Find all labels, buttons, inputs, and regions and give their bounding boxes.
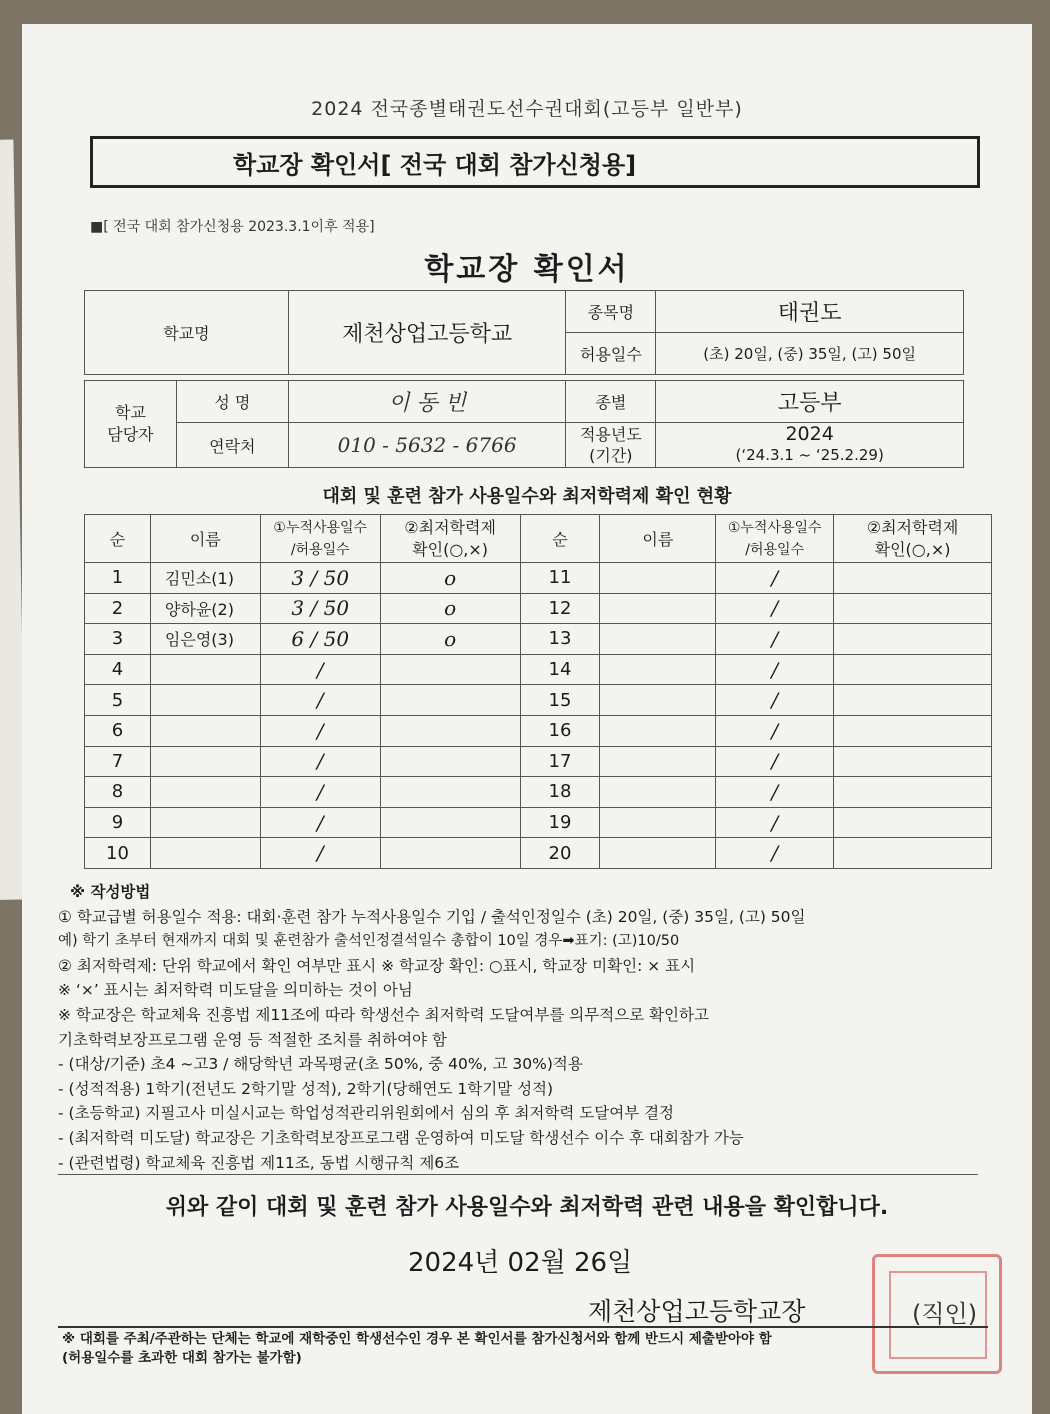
athlete-name: [150, 838, 260, 869]
seal-label: (직인): [912, 1300, 978, 1328]
academic-check: [834, 593, 992, 624]
used-days: /: [716, 807, 834, 838]
athlete-name: [600, 838, 716, 869]
athlete-name: 김민소(1): [150, 563, 260, 594]
row-number: 10: [85, 838, 151, 869]
table-row: [85, 807, 992, 838]
row-number: 4: [85, 654, 151, 685]
athlete-name: 임은영(3): [150, 624, 260, 655]
academic-check: [834, 563, 992, 594]
used-days: /: [716, 777, 834, 808]
academic-check: [834, 624, 992, 655]
athlete-name: [600, 715, 716, 746]
year-value: 2024: [785, 423, 834, 445]
academic-check: [380, 685, 520, 716]
used-days: /: [716, 593, 834, 624]
applicability-note: ■[ 전국 대회 참가신청용 2023.3.1이후 적용]: [90, 219, 375, 235]
footer-note: [62, 1330, 1012, 1368]
year-cell: [656, 423, 964, 468]
form-title: 학교장 확인서[ 전국 대회 참가신청용]: [233, 150, 637, 179]
used-days: /: [260, 685, 380, 716]
col-name: 이름: [150, 515, 260, 563]
athlete-name: [600, 593, 716, 624]
row-number: 2: [85, 593, 151, 624]
year-period: (‘24.3.1 ~ ‘25.2.29): [735, 446, 884, 464]
athlete-name: 양하윤(2): [150, 593, 260, 624]
athlete-name: [600, 685, 716, 716]
table-row: [85, 563, 992, 594]
col-no-right: 순: [520, 515, 600, 563]
contact-value: 010 - 5632 - 6766: [288, 423, 566, 468]
row-number: 5: [85, 685, 151, 716]
used-days: /: [260, 838, 380, 869]
athlete-name: [600, 807, 716, 838]
academic-check: o: [380, 593, 520, 624]
divider: [58, 1174, 978, 1175]
signature-date: 2024년 02월 26일: [408, 1248, 633, 1278]
signer-name: 제천상업고등학교장: [588, 1297, 806, 1326]
instruction-line: ① 학교급별 허용일수 적용: 대회·훈련 참가 누적사용일수 기입 / 출석인정일수 (초) 20일, (중) 35일, (고) 50일: [58, 907, 806, 926]
athlete-name: [600, 777, 716, 808]
row-number: 7: [85, 746, 151, 777]
athlete-name: [150, 715, 260, 746]
academic-check: [834, 777, 992, 808]
col-check: ②최저학력제 확인(○,×): [380, 515, 520, 563]
confirmation-statement: 위와 같이 대회 및 훈련 참가 사용일수와 최저학력 관련 내용을 확인합니다.: [165, 1195, 889, 1220]
row-number: 13: [520, 624, 600, 655]
used-days: /: [260, 654, 380, 685]
used-days: /: [716, 685, 834, 716]
athlete-name: [150, 807, 260, 838]
document-page: [22, 24, 1032, 1414]
instructions-heading: ※ 작성방법: [70, 883, 151, 901]
table-row: [85, 838, 992, 869]
instruction-line: - (관련법령) 학교체육 진흥법 제11조, 동법 시행규칙 제6조: [58, 1153, 460, 1172]
row-number: 11: [520, 563, 600, 594]
academic-check: o: [380, 624, 520, 655]
row-number: 15: [520, 685, 600, 716]
usage-section-title: 대회 및 훈련 참가 사용일수와 최저학력제 확인 현황: [322, 486, 732, 507]
page-title: 학교장 확인서: [424, 252, 630, 287]
allowed-days-label: 허용일수: [566, 333, 656, 375]
table-row: [85, 685, 992, 716]
used-days: /: [260, 746, 380, 777]
used-days: 3 / 50: [260, 563, 380, 594]
col-days: ①누적사용일수 /허용일수: [260, 515, 380, 563]
instruction-line: - (성적적용) 1학기(전년도 2학기말 성적), 2학기(당해연도 1학기말 성적): [58, 1079, 554, 1098]
col-no: 순: [85, 515, 151, 563]
table-row: [85, 654, 992, 685]
table-row: [85, 593, 992, 624]
table-row: [85, 746, 992, 777]
athlete-name: [600, 624, 716, 655]
used-days: /: [716, 624, 834, 655]
manager-label: 학교 담당자: [85, 381, 177, 468]
athlete-name: [600, 654, 716, 685]
academic-check: [380, 777, 520, 808]
academic-check: [380, 715, 520, 746]
academic-check: [834, 807, 992, 838]
table-row: [85, 624, 992, 655]
instruction-line: 예) 학기 초부터 현재까지 대회 및 훈련참가 출석인정결석일수 총합이 10일 경우➡표기: (고)10/50: [58, 933, 680, 950]
footer-line: ※ 대회를 주최/주관하는 단체는 학교에 재학중인 학생선수인 경우 본 확인서를 참가신청서와 함께 반드시 제출받아야 함: [62, 1331, 772, 1347]
academic-check: [834, 715, 992, 746]
usage-table: [84, 514, 992, 869]
division-value: 고등부: [656, 381, 964, 423]
row-number: 14: [520, 654, 600, 685]
used-days: /: [716, 838, 834, 869]
footer-line: (허용일수를 초과한 대회 참가는 불가함): [62, 1350, 302, 1366]
school-info-table: [84, 290, 964, 468]
academic-check: [380, 654, 520, 685]
used-days: 6 / 50: [260, 624, 380, 655]
used-days: /: [260, 807, 380, 838]
manager-name: 이 동 빈: [288, 381, 566, 423]
instruction-line: 기초학력보장프로그램 운영 등 적절한 조치를 취하여야 함: [58, 1030, 447, 1049]
athlete-name: [150, 654, 260, 685]
row-number: 8: [85, 777, 151, 808]
row-number: 17: [520, 746, 600, 777]
footer-divider: [58, 1326, 988, 1328]
form-title-box: [90, 136, 980, 188]
athlete-name: [150, 685, 260, 716]
row-number: 20: [520, 838, 600, 869]
col-check-right: ②최저학력제 확인(○,×): [834, 515, 992, 563]
academic-check: o: [380, 563, 520, 594]
col-days-right: ①누적사용일수 /허용일수: [716, 515, 834, 563]
athlete-name: [150, 777, 260, 808]
instructions: [58, 880, 1018, 1175]
instruction-line: - (최저학력 미도달) 학교장은 기초학력보장프로그램 운영하여 미도달 학생선수 이수 후 대회참가 가능: [58, 1128, 744, 1147]
table-row: [85, 715, 992, 746]
instruction-line: ② 최저학력제: 단위 학교에서 확인 여부만 표시 ※ 학교장 확인: ○표시, 학교장 미확인: × 표시: [58, 956, 696, 975]
competition-title: 2024 전국종별태권도선수권대회(고등부 일반부): [311, 98, 743, 120]
row-number: 1: [85, 563, 151, 594]
event-label: 종목명: [566, 291, 656, 333]
athlete-name: [600, 563, 716, 594]
academic-check: [380, 807, 520, 838]
used-days: /: [716, 654, 834, 685]
academic-check: [834, 685, 992, 716]
row-number: 12: [520, 593, 600, 624]
instruction-line: ※ 학교장은 학교체육 진흥법 제11조에 따라 학생선수 최저학력 도달여부를 의무적으로 확인하고: [58, 1005, 709, 1024]
contact-label: 연락처: [176, 423, 288, 468]
row-number: 19: [520, 807, 600, 838]
school-value: 제천상업고등학교: [288, 291, 566, 375]
academic-check: [380, 746, 520, 777]
row-number: 9: [85, 807, 151, 838]
academic-check: [834, 654, 992, 685]
instruction-line: - (대상/기준) 초4 ~고3 / 해당학년 과목평균(초 50%, 중 40%, 고 30%)적용: [58, 1055, 583, 1074]
row-number: 3: [85, 624, 151, 655]
row-number: 16: [520, 715, 600, 746]
event-value: 태권도: [656, 291, 964, 333]
used-days: /: [260, 777, 380, 808]
used-days: /: [716, 746, 834, 777]
academic-check: [834, 746, 992, 777]
used-days: /: [260, 715, 380, 746]
table-row: [85, 777, 992, 808]
col-name-right: 이름: [600, 515, 716, 563]
year-label: 적용년도 (기간): [566, 423, 656, 468]
athlete-name: [150, 746, 260, 777]
used-days: /: [716, 715, 834, 746]
academic-check: [834, 838, 992, 869]
name-label: 성 명: [176, 381, 288, 423]
school-label: 학교명: [85, 291, 289, 375]
division-label: 종별: [566, 381, 656, 423]
row-number: 6: [85, 715, 151, 746]
instruction-line: ※ ‘×’ 표시는 최저학력 미도달을 의미하는 것이 아님: [58, 981, 413, 1000]
used-days: 3 / 50: [260, 593, 380, 624]
row-number: 18: [520, 777, 600, 808]
academic-check: [380, 838, 520, 869]
allowed-days-value: (초) 20일, (중) 35일, (고) 50일: [656, 333, 964, 375]
athlete-name: [600, 746, 716, 777]
instruction-line: - (초등학교) 지필고사 미실시교는 학업성적관리위원회에서 심의 후 최저학력 도달여부 결정: [58, 1104, 675, 1123]
used-days: /: [716, 563, 834, 594]
